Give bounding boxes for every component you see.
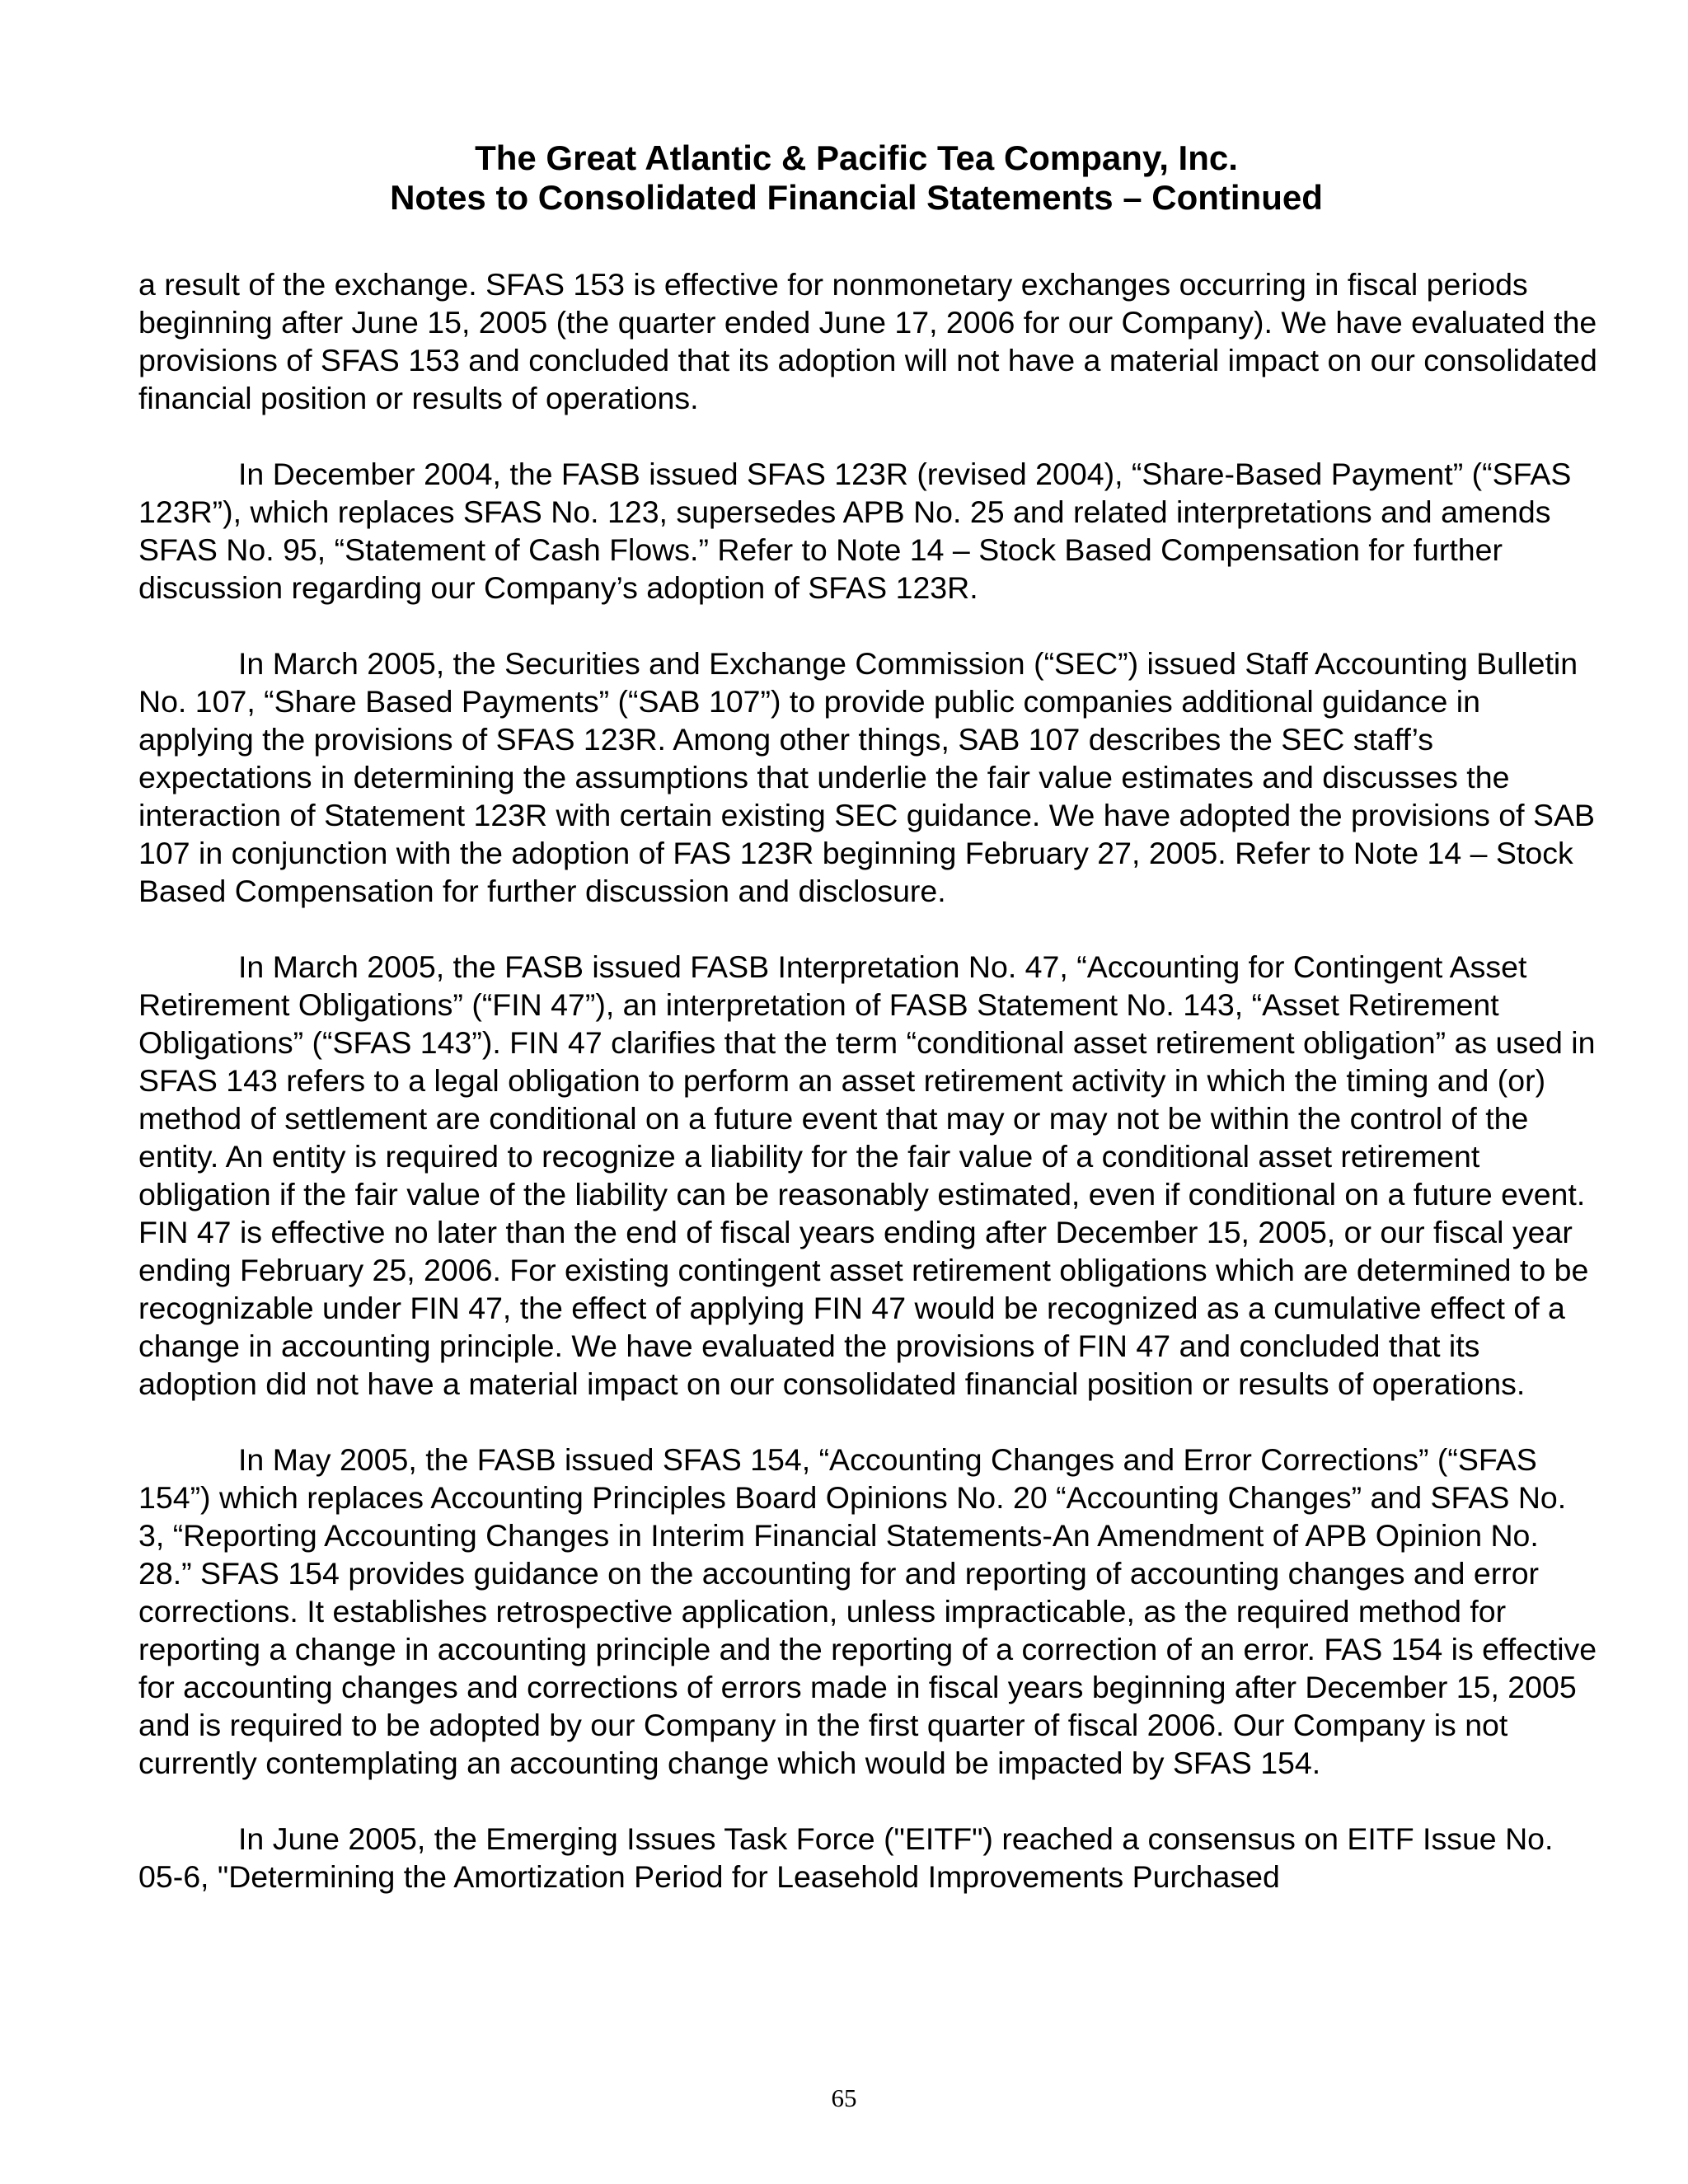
page-number: 65 [831, 2083, 857, 2112]
page-header [0, 138, 1688, 218]
paragraph: In March 2005, the Securities and Exchange Commission (“SEC”) issued Staff Accounting Bulletin No. 107, “Share Based Payments” (“SAB 107”) to provide public companies additional guidance in applying the provisions of SFAS 123R. Among other things, SAB 107 describes the SEC staff’s expectations in determining the assumptions that underlie the fair value estimates and discusses the interaction of Statement 123R with certain existing SEC guidance. We have adopted the provisions of SAB 107 in conjunction with the adoption of FAS 123R beginning February 27, 2005. Refer to Note 14 – Stock Based Compensation for further discussion and disclosure. [138, 646, 1595, 908]
body-text [138, 265, 1597, 1896]
paragraph: In May 2005, the FASB issued SFAS 154, “Accounting Changes and Error Corrections” (“SFAS 154”) which replaces Accounting Principles Board Opinions No. 20 “Accounting Changes” and SFAS No. 3, “Reporting Accounting Changes in Interim Financial Statements-An Amendment of APB Opinion No. 28.” SFAS 154 provides guidance on the accounting for and reporting of accounting changes and error corrections. It establishes retrospective application, unless impracticable, as the required method for reporting a change in accounting principle and the reporting of a correction of an error. FAS 154 is effective for accounting changes and corrections of errors made in fiscal years beginning after December 15, 2005 and is required to be adopted by our Company in the first quarter of fiscal 2006. Our Company is not currently contemplating an accounting change which would be impacted by SFAS 154. [138, 1442, 1597, 1780]
paragraph: In March 2005, the FASB issued FASB Interpretation No. 47, “Accounting for Contingent Asset Retirement Obligations” (“FIN 47”), an interpretation of FASB Statement No. 143, “Asset Retirement Obligations” (“SFAS 143”). FIN 47 clarifies that the term “conditional asset retirement obligation” as used in SFAS 143 refers to a legal obligation to perform an asset retirement activity in which the timing and (or) method of settlement are conditional on a future event that may or may not be within the control of the entity. An entity is required to recognize a liability for the fair value of a conditional asset retirement obligation if the fair value of the liability can be reasonably estimated, even if conditional on a future event. FIN 47 is effective no later than the end of fiscal years ending after December 15, 2005, or our fiscal year ending February 25, 2006. For existing contingent asset retirement obligations which are determined to be recognizable under FIN 47, the effect of applying FIN 47 would be recognized as a cumulative effect of a change in accounting principle. We have evaluated the provisions of FIN 47 and concluded that its adoption did not have a material impact on our consolidated financial position or results of operations. [138, 949, 1596, 1401]
paragraph: In June 2005, the Emerging Issues Task Force ("EITF") reached a consensus on EITF Issue No. 05-6, "Determining the Amortization Period for Leasehold Improvements Purchased [138, 1821, 1554, 1894]
company-name: The Great Atlantic & Pacific Tea Company, Inc. [475, 138, 1238, 177]
paragraph: In December 2004, the FASB issued SFAS 123R (revised 2004), “Share-Based Payment” (“SFAS 123R”), which replaces SFAS No. 123, supersedes APB No. 25 and related interpretations and amends SFAS No. 95, “Statement of Cash Flows.” Refer to Note 14 – Stock Based Compensation for further discussion regarding our Company’s adoption of SFAS 123R. [138, 457, 1572, 605]
section-title: Notes to Consolidated Financial Statements – Continued [390, 178, 1323, 217]
paragraph: a result of the exchange. SFAS 153 is effective for nonmonetary exchanges occurring in fiscal periods beginning after June 15, 2005 (the quarter ended June 17, 2006 for our Company). We have evaluated the provisions of SFAS 153 and concluded that its adoption will not have a material impact on our consolidated financial position or results of operations. [138, 267, 1597, 415]
